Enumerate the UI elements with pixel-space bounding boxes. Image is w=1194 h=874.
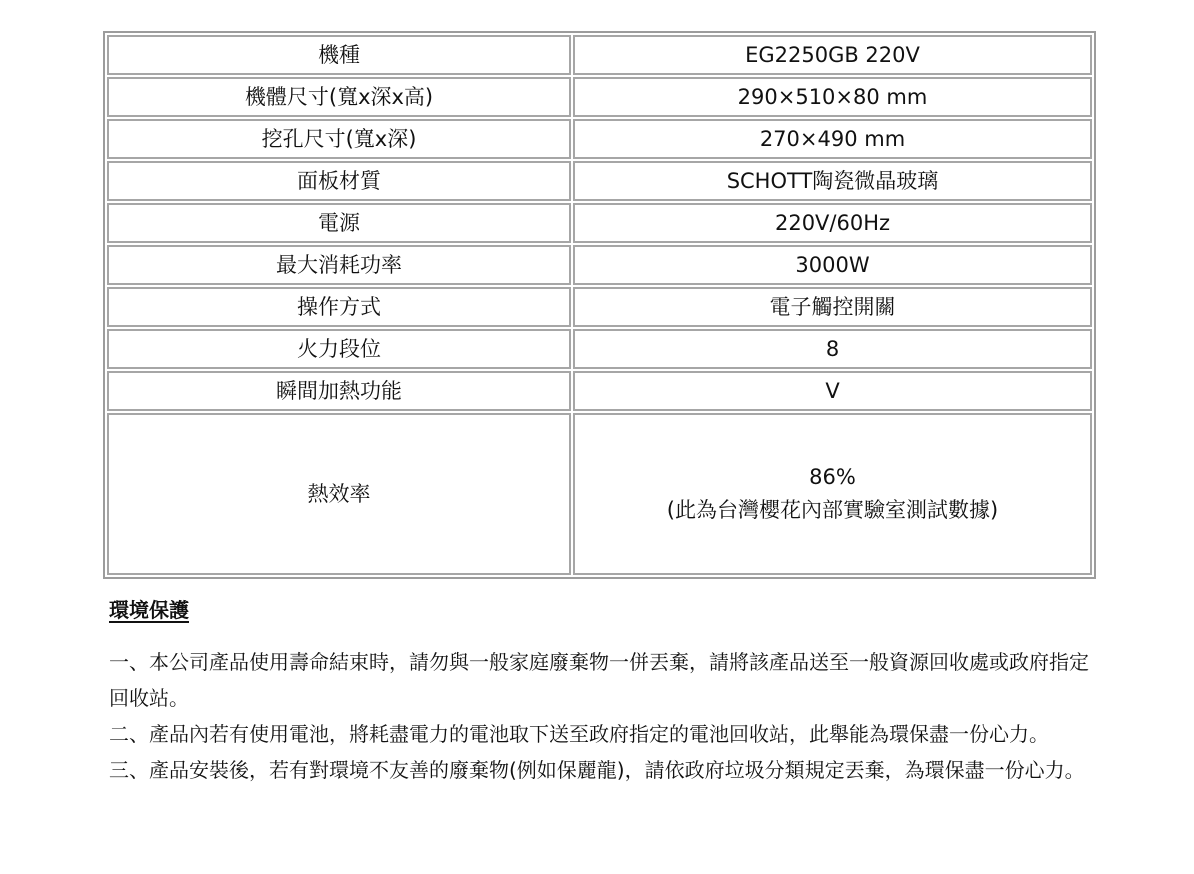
spec-value: 270×490 mm <box>573 119 1092 159</box>
efficiency-label: 熱效率 <box>107 413 571 575</box>
spec-value: V <box>573 371 1092 411</box>
efficiency-value: 86% <box>809 465 856 490</box>
spec-table <box>103 31 1096 579</box>
spec-label: 機種 <box>107 35 571 75</box>
table-row <box>107 371 1092 411</box>
environment-paragraph: 一、本公司產品使用壽命結束時，請勿與一般家庭廢棄物一併丟棄，請將該產品送至一般資源回收處或政府指定回收站。 <box>109 650 1089 710</box>
spec-label: 挖孔尺寸(寬x深) <box>107 119 571 159</box>
table-row <box>107 161 1092 201</box>
spec-value: EG2250GB 220V <box>573 35 1092 75</box>
spec-label: 電源 <box>107 203 571 243</box>
spec-value: 3000W <box>573 245 1092 285</box>
spec-value: 290×510×80 mm <box>573 77 1092 117</box>
spec-label: 瞬間加熱功能 <box>107 371 571 411</box>
environment-title: 環境保護 <box>109 598 189 622</box>
environment-paragraph: 三、產品安裝後，若有對環境不友善的廢棄物(例如保麗龍)，請依政府垃圾分類規定丟棄，為環保盡一份心力。 <box>109 758 1085 782</box>
table-row <box>107 329 1092 369</box>
efficiency-note: (此為台灣櫻花內部實驗室測試數據) <box>666 498 999 522</box>
spec-label: 最大消耗功率 <box>107 245 571 285</box>
spec-value: 電子觸控開關 <box>573 287 1092 327</box>
spec-value: 8 <box>573 329 1092 369</box>
table-row <box>107 35 1092 75</box>
efficiency-cell <box>573 413 1092 575</box>
efficiency-row <box>107 413 1092 575</box>
spec-label: 火力段位 <box>107 329 571 369</box>
environment-paragraph: 二、產品內若有使用電池，將耗盡電力的電池取下送至政府指定的電池回收站，此舉能為環保盡一份心力。 <box>109 722 1049 746</box>
table-row <box>107 203 1092 243</box>
table-row <box>107 287 1092 327</box>
table-row <box>107 119 1092 159</box>
table-row <box>107 77 1092 117</box>
spec-label: 操作方式 <box>107 287 571 327</box>
spec-value: SCHOTT陶瓷微晶玻璃 <box>573 161 1092 201</box>
spec-label: 面板材質 <box>107 161 571 201</box>
spec-value: 220V/60Hz <box>573 203 1092 243</box>
table-row <box>107 245 1092 285</box>
spec-label: 機體尺寸(寬x深x高) <box>107 77 571 117</box>
environment-section <box>109 596 1099 788</box>
